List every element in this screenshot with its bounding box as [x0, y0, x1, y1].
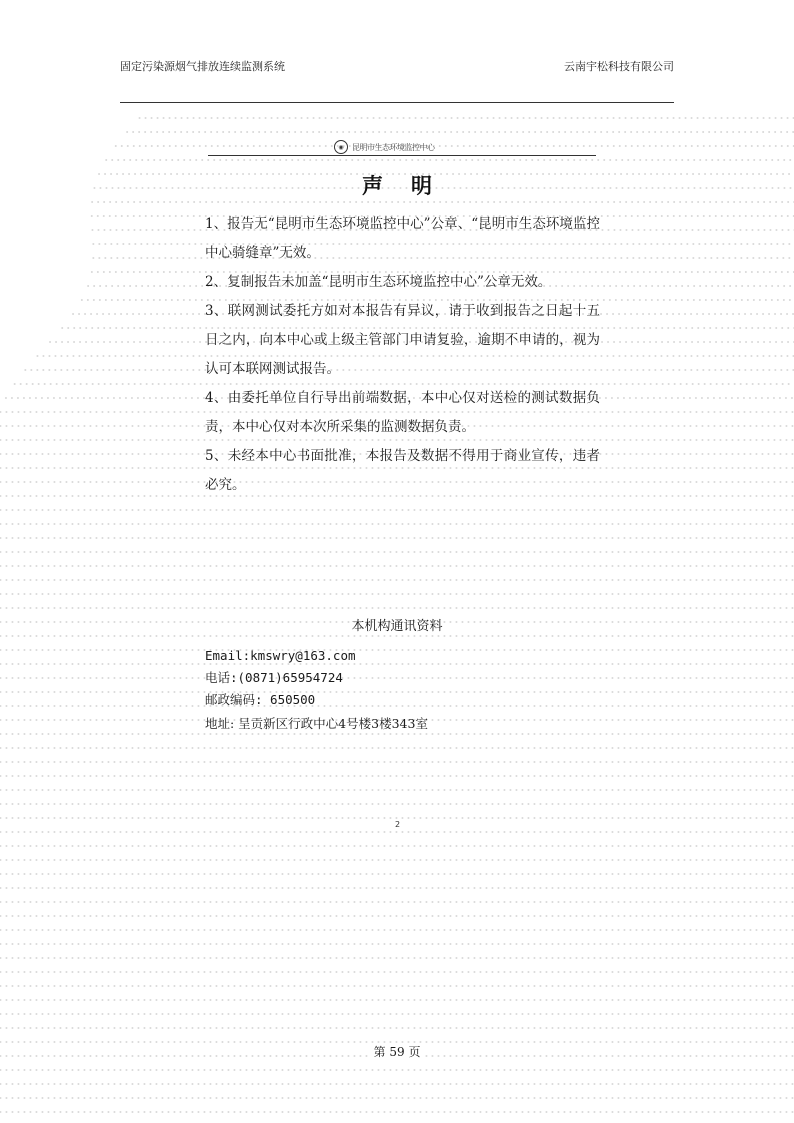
inner-header-divider: [208, 155, 596, 156]
header-divider: [120, 102, 674, 103]
header-company-name: 云南宇松科技有限公司: [564, 60, 674, 73]
agency-logo-icon: ◉: [334, 140, 348, 154]
statement-item: 4、由委托单位自行导出前端数据，本中心仅对送检的测试数据负责，本中心仅对本次所采集的监测数据负责。: [205, 390, 600, 435]
statement-item: 2、复制报告未加盖“昆明市生态环境监控中心”公章无效。: [205, 274, 552, 290]
page-title: 声明: [362, 174, 460, 198]
statement-item: 5、未经本中心书面批准，本报告及数据不得用于商业宣传，违者必究。: [205, 448, 600, 493]
inner-page-number: 2: [395, 820, 401, 829]
statement-list: [205, 210, 600, 500]
page-header: [120, 58, 674, 76]
contact-email: Email:kmswry@163.com: [205, 648, 356, 663]
contact-phone: 电话:(0871)65954724: [205, 670, 343, 685]
header-system-name: 固定污染源烟气排放连续监测系统: [120, 60, 285, 73]
statement-item: 1、报告无“昆明市生态环境监控中心”公章、“昆明市生态环境监控中心骑缝章”无效。: [205, 216, 600, 261]
contact-section-title: 本机构通讯资料: [351, 619, 443, 634]
footer-page-number: [0, 1043, 794, 1060]
contact-postcode: 邮政编码: 650500: [205, 692, 316, 707]
inner-header-label: 昆明市生态环境监控中心: [352, 142, 435, 152]
footer-page-label: 第 59 页: [371, 1045, 424, 1059]
contact-address: 地址: 呈贡新区行政中心4号楼3楼343室: [205, 716, 428, 731]
statement-item: 3、联网测试委托方如对本报告有异议，请于收到报告之日起十五日之内，向本中心或上级主管部门申请复验，逾期不申请的，视为认可本联网测试报告。: [205, 303, 600, 377]
inner-page-header: [334, 139, 435, 155]
contact-info: [205, 645, 428, 735]
